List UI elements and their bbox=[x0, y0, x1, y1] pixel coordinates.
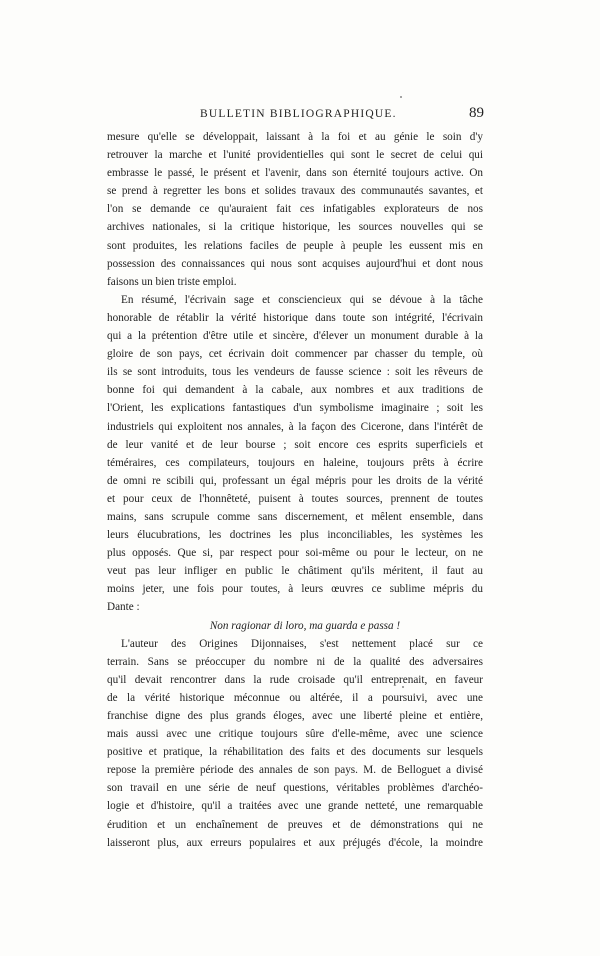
text-line: honorable de rétablir la vérité historique dans toute son intégrité, l'écrivain bbox=[107, 311, 483, 324]
text-line: leurs élucubrations, les doctrines les plus inconciliables, les systèmes les bbox=[107, 529, 483, 542]
text-line: de omni re scibili qui, professant un égal mépris pour les droits de la vérité bbox=[107, 474, 483, 487]
text-line: possession des connaissances qui nous sont acquises aujourd'hui et dont nous bbox=[107, 257, 483, 270]
running-title: BULLETIN BIBLIOGRAPHIQUE. bbox=[200, 108, 397, 120]
page-header bbox=[108, 106, 484, 126]
text-line: mais aussi avec une critique toujours sûre d'elle-même, avec une science bbox=[107, 728, 483, 741]
text-line: de leur vanité et de leur bourse ; soit encore ces esprits superficiels et bbox=[107, 438, 483, 451]
text-line: moins jeter, une fois pour toutes, à leurs œuvres ce sublime mépris du bbox=[107, 583, 483, 596]
text-line: l'on se demande ce qu'auraient fait ces infatigables explorateurs de nos bbox=[107, 203, 483, 216]
text-line: En résumé, l'écrivain sage et consciencieux qui se dévoue à la tâche bbox=[121, 293, 483, 306]
text-line: l'Orient, les explications fantastiques d'un symbolisme imaginaire ; soit les bbox=[107, 402, 483, 415]
text-line: Dante : bbox=[107, 601, 140, 614]
dante-quotation: Non ragionar di loro, ma guarda e passa ! bbox=[209, 619, 401, 632]
body-text bbox=[107, 128, 483, 852]
text-line: érudition et un enchaînement de preuves et de démonstrations qui ne bbox=[107, 818, 483, 831]
text-line: mains, sans scrupule comme sans discernement, et mêlent ensemble, dans bbox=[107, 510, 483, 523]
text-line: L'auteur des Origines Dijonnaises, s'est nettement placé sur ce bbox=[121, 637, 483, 650]
paper-speck bbox=[400, 96, 402, 98]
text-line: sont produites, les relations faciles de peuple à peuple les eussent mis en bbox=[107, 239, 483, 252]
paragraph-2 bbox=[107, 291, 483, 617]
text-line: archives nationales, si la critique historique, les sources nouvelles qui se bbox=[107, 221, 483, 234]
paragraph-3 bbox=[107, 635, 483, 852]
text-line: mesure qu'elle se développait, laissant à la foi et au génie le soin d'y bbox=[107, 131, 483, 143]
text-line: téméraires, ces compilateurs, toujours en haleine, toujours prêts à écrire bbox=[107, 456, 483, 469]
text-line: plus opposés. Que si, par respect pour soi-même ou pour le lecteur, on ne bbox=[107, 547, 483, 560]
text-line: gloire de son pays, cet écrivain doit commencer par chasser du temple, où bbox=[107, 348, 483, 361]
text-line: franchise digne des plus grands éloges, avec une liberté pleine et entière, bbox=[107, 710, 483, 722]
text-line: industriels qui exploitent nos annales, à la façon des Cicerone, dans l'intérêt de bbox=[107, 420, 483, 433]
paragraph-1 bbox=[107, 128, 483, 291]
text-line: qu'il devait rencontrer dans la rude croisade qu'il entreprenait, en faveur bbox=[107, 673, 483, 686]
text-line: logie et d'histoire, qu'il a traitées avec une grande netteté, une remarquable bbox=[107, 800, 483, 813]
page-number: 89 bbox=[469, 105, 484, 121]
text-line: embrasse le passé, le présent et l'avenir, dans son éternité toujours active. On bbox=[107, 167, 483, 180]
text-line: de la vérité historique méconnue ou altérée, il a poursuivi, avec une bbox=[107, 691, 483, 704]
text-line: laisseront plus, aux erreurs populaires et aux préjugés d'école, la moindre bbox=[107, 836, 483, 849]
text-line: retrouver la marche et l'unité providentielles qui sont le secret de celui qui bbox=[107, 149, 483, 162]
text-line: terrain. Sans se préoccuper du nombre ni de la qualité des adversaires bbox=[107, 655, 483, 668]
text-line: qui a la prétention d'être utile et sincère, d'élever un monument durable à la bbox=[107, 330, 483, 343]
text-line: ils se sont introduits, tous les vendeurs de fausse science : soit les rêveurs de bbox=[107, 366, 483, 379]
text-line: et pour ceux de l'honnêteté, puisent à toutes sources, prennent de toutes bbox=[107, 492, 483, 505]
text-line: faisons un bien triste emploi. bbox=[107, 275, 237, 288]
text-line: repose la première période des annales de son pays. M. de Belloguet a divisé bbox=[107, 764, 483, 777]
text-line: veut pas leur infliger en public le châtiment qu'ils méritent, il faut au bbox=[107, 565, 483, 578]
text-line: se prend à regretter les bons et solides travaux des communautés savantes, et bbox=[107, 185, 483, 198]
text-line: son travail en une série de neuf questions, véritables problèmes d'archéo- bbox=[107, 782, 483, 795]
text-line: positive et pratique, la réhabilitation des faits et des documents sur lesquels bbox=[107, 746, 483, 759]
text-line: bonne foi qui demandent à la cabale, aux nombres et aux traditions de bbox=[107, 384, 483, 397]
paper-speck bbox=[402, 686, 404, 688]
